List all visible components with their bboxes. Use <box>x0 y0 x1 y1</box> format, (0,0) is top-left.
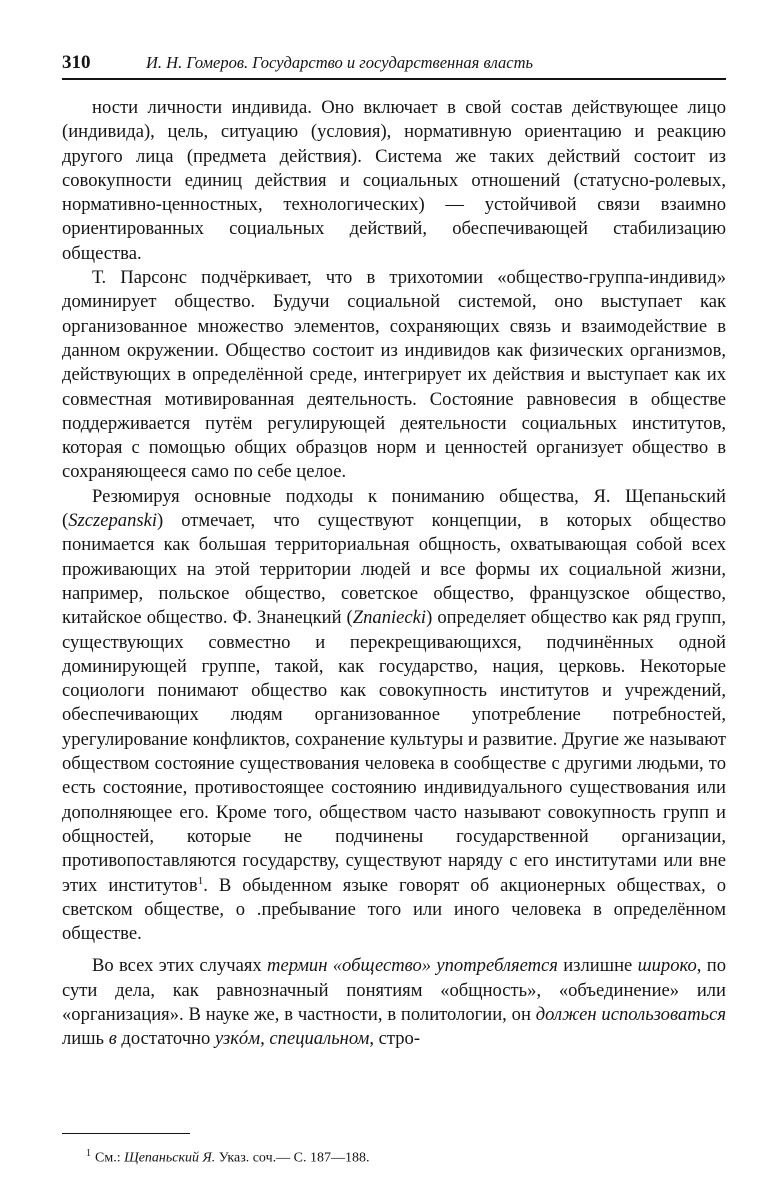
footnote-author: Щепаньский Я. <box>124 1150 216 1166</box>
page-number: 310 <box>62 52 91 73</box>
footnote-divider <box>62 1133 190 1134</box>
footnote-source: Указ. соч.— С. 187—188. <box>215 1150 370 1166</box>
footnote-reference[interactable]: 1 <box>197 874 204 887</box>
paragraph-4-text-3: , по сути дела, как равнозначный понятиям «общность», «объединение» или «организация». В науке же, в частности, в политологии, он <box>62 955 726 1025</box>
running-head: И. Н. Гомеров. Государство и государственная власть <box>146 53 534 72</box>
paragraph-4-text-2: излишне <box>557 955 638 977</box>
footnote-prefix: См.: <box>95 1150 125 1166</box>
paragraph-4-text-1: Во всех этих случаях <box>92 955 268 977</box>
paragraph-4-text-4: лишь <box>62 1028 109 1050</box>
footnote <box>86 1145 369 1168</box>
paragraph-2: Т. Парсонс подчёркивает, что в трихотомии «общество-группа-индивид» доминирует общество. Будучи социальной системой, оно выступает как организованное множество элементов, сохраняющих связь и взаимодействие в данном окружении. Общество состоит из индивидов как физических организмов, действующих в определённой среде, интегрирует их действия и выступает как их совместная мотивированная деятельность. Состояние равновесия в обществе поддерживается путём регулирующей деятельности социальных институтов, которая с помощью общих образцов норм и ценностей организует общество в сохраняющееся само по себе целое. <box>62 267 726 483</box>
page-header <box>62 50 726 80</box>
footnote-mark: 1 <box>86 1148 91 1159</box>
paragraph-3-text-4: . В обыденном языке говорят об акционерных обществах, о светском обществе, о .пребывание того или иного человека в определённом обществе. <box>62 874 726 945</box>
paragraph-3-latin-name-2: Znaniecki <box>352 607 427 629</box>
paragraph-4-emphasis-3: должен использоваться <box>535 1003 726 1025</box>
paragraph-4-emphasis-2: широко <box>637 955 697 977</box>
paragraph-4-emphasis-1: термин «общество» употребляется <box>267 955 558 977</box>
paragraph-3 <box>62 485 726 947</box>
paragraph-4 <box>62 954 726 1051</box>
paragraph-4-text-6: , стро- <box>369 1028 421 1050</box>
paragraph-3-text-3: ) определяет общество как ряд групп, существующих совместно и перекрещивающихся, подчинённых одной доминирующей группе, такой, как государство, нация, церковь. Некоторые социологи понимают общество как совокупность институтов и учреждений, обеспечивающих людям организованное употребление потребностей, урегулирование конфликтов, сохранение культуры и развитие. Другие же называют обществом состояние существования человека в сообществе с другими людьми, то есть состояние, противостоящее состоянию индивидуального существования или дополняющее его. Кроме того, обществом часто называют совокупность групп и общностей, которые не подчинены государственной организации, противопоставляются государству, существуют наряду с его институтами или вне этих институтов <box>62 607 726 896</box>
paragraph-4-text-5: достаточно <box>116 1028 215 1050</box>
body-text <box>62 96 726 1052</box>
paragraph-1: ности личности индивида. Оно включает в свой состав действующее лицо (индивида), цель, ситуацию (условия), нормативную ориентацию и реакцию другого лица (предмета действия). Система же таких действий состоит из совокупности единиц действия и социальных отношений (статусно-ролевых, нормативно-ценностных, технологических) — устойчивой связи взаимно ориентированных социальных действий, обеспечивающей стабилизацию общества. <box>62 97 726 264</box>
paragraph-4-emphasis-4: в <box>108 1028 117 1050</box>
paragraph-3-latin-name-1: Szczepanski <box>68 510 158 532</box>
paragraph-3-text-2: ) отмечает, что существуют концепции, в которых общество понимается как большая территориальная общность, охватывающая собой всех проживающих на этой территории людей и все формы их социальной жизни, например, польское общество, советское общество, французское общество, китайское общество. Ф. Знанецкий ( <box>62 510 726 629</box>
paragraph-4-emphasis-5: узкóм, специальном <box>214 1028 370 1050</box>
paragraph-3-text-1: Резюмируя основные подходы к пониманию общества, Я. Щепаньский ( <box>62 485 726 532</box>
